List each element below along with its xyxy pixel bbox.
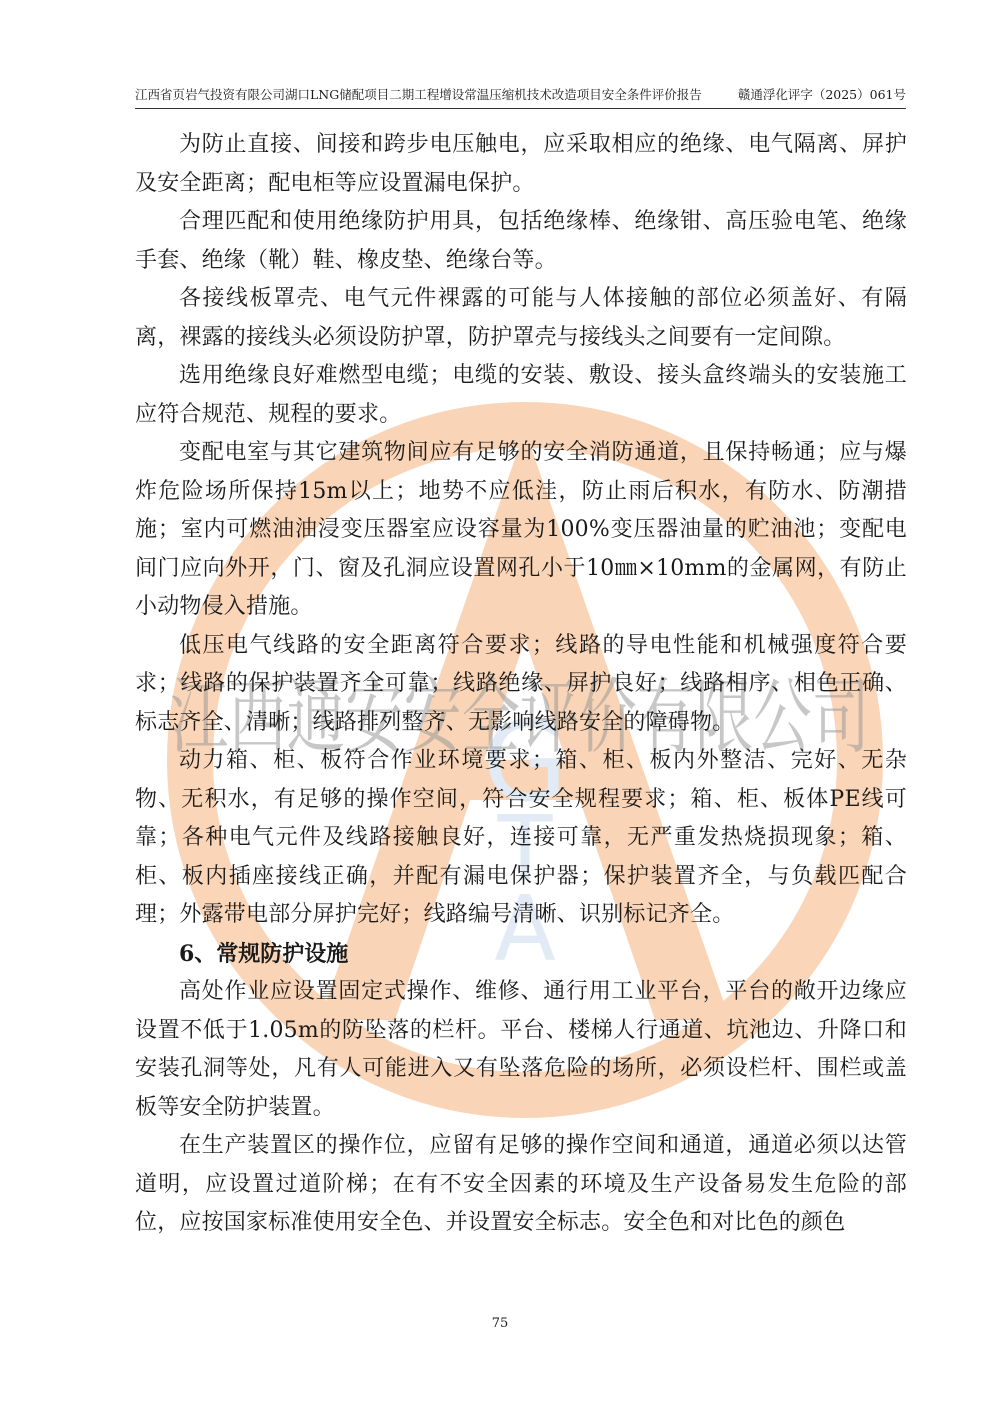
body-content [135,126,907,1243]
paragraph: 高处作业应设置固定式操作、维修、通行用工业平台，平台的敞开边缘应设置不低于1.05m的防坠落的栏杆。平台、楼梯人行通道、坑池边、升降口和安装孔洞等处，凡有人可能进入又有坠落危险的场所，必须设栏杆、围栏或盖板等安全防护装置。 [135,979,907,1120]
page-header [135,84,906,109]
paragraph: 动力箱、柜、板符合作业环境要求；箱、柜、板内外整洁、完好、无杂物、无积水，有足够的操作空间，符合安全规程要求；箱、柜、板体PE线可靠；各种电气元件及线路接触良好，连接可靠，无严重发热烧损现象；箱、柜、板内插座接线正确，并配有漏电保护器；保护装置齐全，与负载匹配合理；外露带电部分屏护完好；线路编号清晰、识别标记齐全。 [135,748,907,927]
paragraph: 合理匹配和使用绝缘防护用具，包括绝缘棒、绝缘钳、高压验电笔、绝缘手套、绝缘（靴）鞋、橡皮垫、绝缘台等。 [135,209,907,273]
paragraph: 变配电室与其它建筑物间应有足够的安全消防通道，且保持畅通；应与爆炸危险场所保持15m以上；地势不应低洼，防止雨后积水，有防水、防潮措施；室内可燃油油浸变压器室应设容量为100%变压器油量的贮油池；变配电间门应向外开，门、窗及孔洞应设置网孔小于10㎜×10mm的金属网，有防止小动物侵入措施。 [135,440,907,619]
paragraph: 在生产装置区的操作位，应留有足够的操作空间和通道，通道必须以达管道明，应设置过道阶梯；在有不安全因素的环境及生产设备易发生危险的部位，应按国家标准使用安全色、并设置安全标志。安全色和对比色的颜色 [135,1133,907,1235]
paragraph: 低压电气线路的安全距离符合要求；线路的导电性能和机械强度符合要求；线路的保护装置齐全可靠；线路绝缘、屏护良好；线路相序、相色正确、标志齐全、清晰；线路排列整齐、无影响线路安全的障碍物。 [135,632,907,735]
paragraph: 为防止直接、间接和跨步电压触电，应采取相应的绝缘、电气隔离、屏护及安全距离；配电柜等应设置漏电保护。 [135,132,907,196]
header-doc-number: 赣通浮化评字（2025）061号 [737,87,906,102]
watermark-letter-a: A [494,877,556,982]
paragraph: 选用绝缘良好难燃型电缆；电缆的安装、敷设、接头盒终端头的安装施工应符合规范、规程的要求。 [135,363,907,427]
watermark-letter-g: G [482,698,568,826]
section-heading: 6、常规防护设施 [179,940,349,967]
watermark-company-text: 江西通安安全评价有限公司 [170,670,870,765]
header-title: 江西省页岩气投资有限公司湖口LNG储配项目二期工程增设常温压缩机技术改造项目安全条件评价报告 [135,87,702,102]
watermark-letter-t: T [497,797,553,902]
page-number: 75 [491,1316,509,1331]
paragraph: 各接线板罩壳、电气元件裸露的可能与人体接触的部位必须盖好、有隔离，裸露的接线头必须设防护罩，防护罩壳与接线头之间要有一定间隙。 [135,286,907,350]
